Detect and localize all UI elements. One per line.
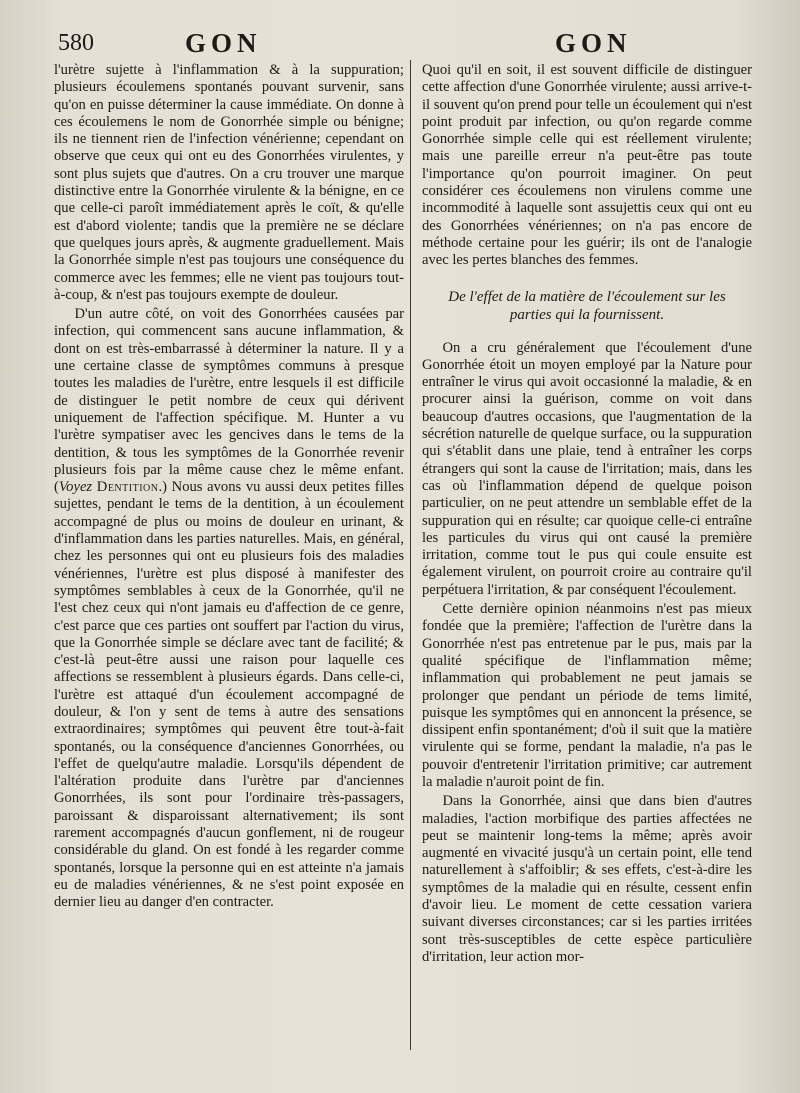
right-paragraph-4: Dans la Gonorrhée, ainsi que dans bien d'autres maladies, l'action morbifique des parties affectées ne peut se maintenir long-tems la même; après avoir augmenté en vivacité jusqu'à un certain point, elle tend naturellement à s'affoiblir; & ses effets, c'est-à-dire les symptômes de la maladie qui en résulte, cessent enfin d'avoir lieu. Le moment de cette cessation variera suivant diverses circonstances; car si les parties irritées sont très-susceptibles de cette espèce particulière d'irritation, leur action mor- <box>422 793 752 965</box>
section-heading: De l'effet de la matière de l'écoulement sur les parties qui la fournissent. <box>448 288 726 323</box>
cross-reference-dentition: Dentition <box>96 479 159 496</box>
right-paragraph-3: Cette dernière opinion néanmoins n'est pas mieux fondée que la première; l'affection de l'urètre dans la Gonorrhée n'est pas entretenue par le pus, mais par la qualité spécifique de l'inflammation même; inflammation qui probablement ne peut jamais se prolonger que pendant un période de tems limité, puisque les symptômes qui en annoncent la présence, se dissipent enfin spontanément; d'où il suit que la matière virulente qui se forme, pendant la maladie, n'a pas le pouvoir d'entretenir l'irritation primitive; car autrement la maladie n'auroit point de fin. <box>422 601 752 790</box>
left-paragraph-2-text-b: .) Nous avons vu aussi deux petites filles sujettes, pendant le tems de la dentition, à un écoulement accompagné de plus ou moins de douleur en urinant, & d'inflammation dans les parties naturelles. Mais, en général, chez les personnes qui ont eu plusieurs fois des maladies vénériennes, l'urètre est plus disposé à manifester des symptômes semblables à ceux de la Gonorrhée, qu'il ne l'est chez ceux qui n'ont jamais eu d'affection de ce genre, c'est parce que ces parties ont souffert par l'action du virus, que la Gonorrhée simple se déclare avec tant de facilité; & c'est-là peut-être aussi une raison pour laquelle ces affections se ressemblent à plusieurs égards. Dans celle-ci, l'urètre est attaqué d'un écoulement accompagné de douleur, & l'on y sent de tems à autre des sensations extraordinaires; symptômes qui peuvent être tout-à-fait spontanés, ou la conséquence d'anciennes Gonorrhées, ou l'effet de quelqu'autre maladie. Lorsqu'ils dépendent de l'altération produite dans l'urètre par d'anciennes Gonorrhées, ils sont pour l'ordinaire très-passagers, paroissant & disparoissant alternativement; ils sont rarement accompagnés d'aucun gonflement, ni de rougeur considérable du gland. On est fondé à les regarder comme spontanés, lorsque la personne qui en est atteinte n'a jamais eu de maladies vénériennes, & ne s'est point exposée en dernier lieu au danger d'en contracter. <box>54 479 404 911</box>
left-paragraph-2 <box>54 306 404 911</box>
column-divider <box>410 60 411 1050</box>
right-column <box>422 62 752 966</box>
left-paragraph-2-text-a: D'un autre côté, on voit des Gonorrhées causées par infection, qui commencent sans aucune inflammation, & dont on est très-embarrassé à déterminer la nature. Il y a une certaine classe de symptômes communs à presque toutes les maladies de l'urètre, entre lesquels il est difficile de distinguer le petit nombre de ceux qui dérivent uniquement de l'affection spécifique. M. Hunter a vu l'urètre sympatiser avec les gencives dans le tems de la dentition, & tous les symptômes de la Gonorrhée revenir plusieurs fois par la même cause chez le même enfant. ( <box>54 306 404 496</box>
right-paragraph-1: Quoi qu'il en soit, il est souvent difficile de distinguer cette affection d'une Gonorrhée virulente; aussi arrive-t-il souvent qu'on prend pour telle un écoulement qui n'est point produit par infection, ou qu'on regarde comme Gonorrhée simple celle qui est réellement virulente; mais une pareille erreur n'a peut-être pas toute l'importance qu'on pourroit imaginer. On peut considérer ces écoulemens non virulens comme une incommodité à laquelle sont assujettis ceux qui ont eu des Gonorrhées vénériennes; on n'a pas encore de méthode certaine pour les guérir; ils ont de l'analogie avec les pertes blanches des femmes. <box>422 62 752 269</box>
running-head-left: GON <box>185 28 262 58</box>
left-paragraph-1: l'urètre sujette à l'inflammation & à la suppuration; plusieurs écoulemens spontanés pouvant survenir, sans qu'on en puisse déterminer la cause immédiate. On donne à ces écoulemens le nom de Gonorrhée simple ou bénigne; ils ne tiennent rien de l'infection vénérienne; cependant on observe que ceux qui ont eu des Gonorrhées virulentes, y sont plus sujets que d'autres. On a cru trouver une marque distinctive entre la Gonorrhée virulente & la bénigne, en ce que celle-ci paroît immédiatement après le coït, & qu'elle est d'abord violente; tandis que la première ne se déclare que quelques jours après, & augmente graduellement. Mais la Gonorrhée simple n'est pas toujours une conséquence du commerce avec les femmes; elle ne vient pas toujours tout-à-coup, & n'est pas toujours exempte de douleur. <box>54 62 404 303</box>
left-column <box>54 62 404 912</box>
right-paragraph-2: On a cru généralement que l'écoulement d'une Gonorrhée étoit un moyen employé par la Nature pour entraîner le virus qui avoit occasionné la maladie, & en procurer ainsi la guérison, comme on voit dans beaucoup d'autres occasions, que l'augmentation de la sécrétion naturelle de quelque surface, ou la suppuration qui s'établit dans une plaie, tend à entraîner les corps étrangers qui sont la cause de l'irritation; mais, dans les cas où l'inflammation dépend de quelque poison particulier, on ne peut attendre un semblable effet de la suppuration qui en résulte; car quoique celle-ci entraîne les particules du virus qui ont causé la première irritation, comme tout le pus qui coule ensuite est également virulent, on pourroit croire au contraire qu'il perpétuera l'irritation, & par conséquent l'écoulement. <box>422 339 752 598</box>
cross-reference-voyez: Voyez <box>58 479 93 496</box>
page-number: 580 <box>58 30 94 56</box>
running-head-right: GON <box>555 28 632 58</box>
